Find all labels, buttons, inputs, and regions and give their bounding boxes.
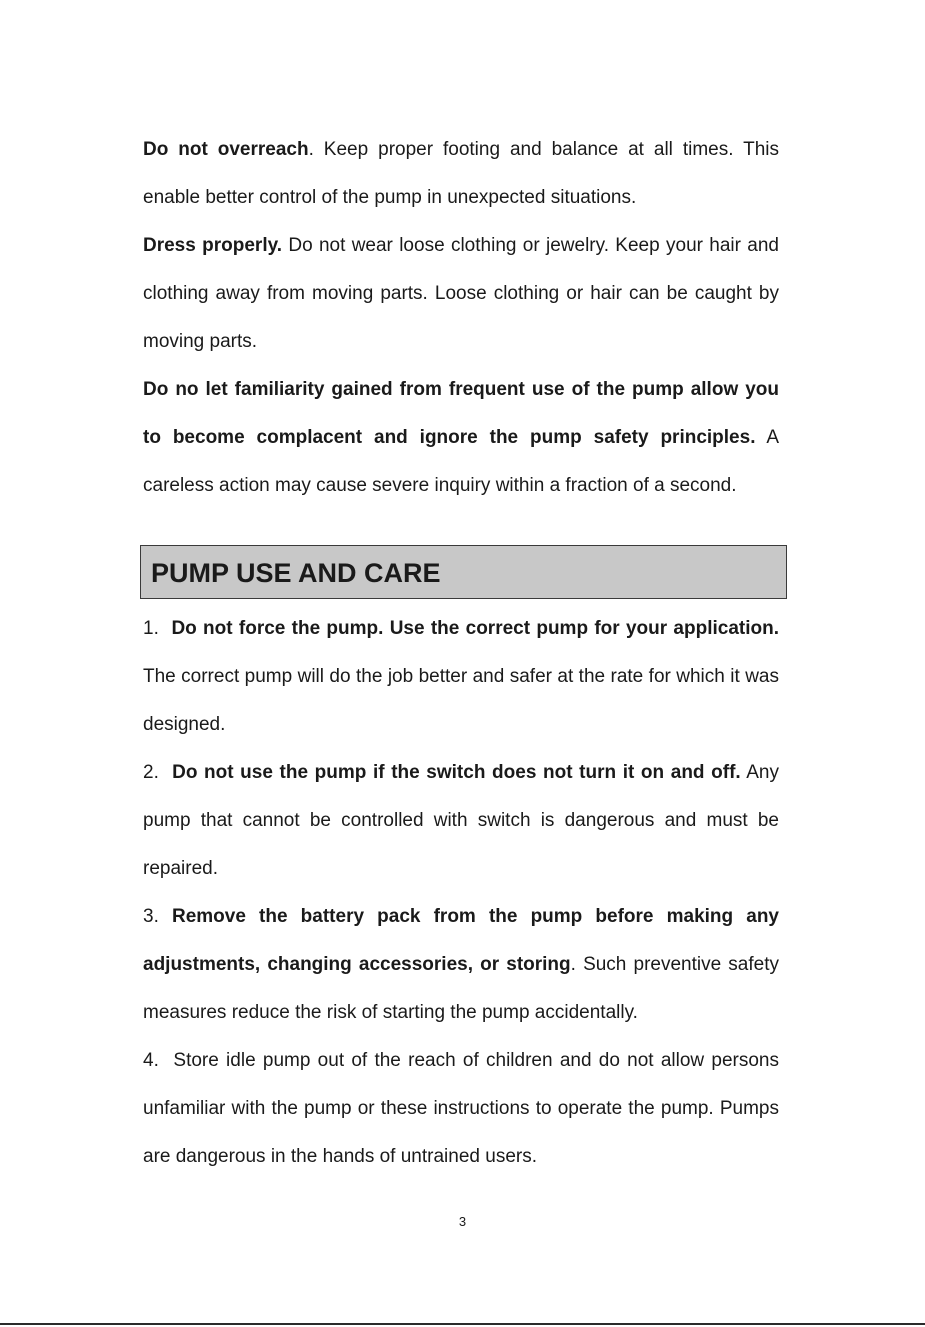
- safety-paragraphs: [143, 126, 779, 510]
- care-item-4: [143, 1037, 779, 1181]
- care-item-3-body: . Such preventive safety measures reduce the risk of starting the pump accidentally.: [143, 954, 779, 1023]
- care-item-2: [143, 749, 779, 893]
- section-header: [140, 545, 787, 599]
- care-item-3-lead: Remove the battery pack from the pump before making any adjustments, changing accessories, or storing: [143, 906, 780, 975]
- care-item-4-number: 4.: [143, 1050, 159, 1071]
- care-list: [143, 605, 779, 1181]
- paragraph-familiarity: [143, 366, 779, 510]
- care-item-1-body: The correct pump will do the job better and safer at the rate for which it was designed.: [143, 666, 779, 735]
- paragraph-overreach: [143, 126, 779, 222]
- care-item-2-body: Any pump that cannot be controlled with switch is dangerous and must be repaired.: [143, 762, 779, 879]
- care-item-1-lead: Do not force the pump. Use the correct pump for your application.: [171, 618, 779, 639]
- care-item-1-number: 1.: [143, 618, 159, 639]
- paragraph-dress-body: Do not wear loose clothing or jewelry. Keep your hair and clothing away from moving parts. Loose clothing or hair can be caught by moving parts.: [143, 235, 779, 352]
- paragraph-familiarity-body: A careless action may cause severe inquiry within a fraction of a second.: [143, 427, 780, 496]
- paragraph-overreach-body: . Keep proper footing and balance at all times. This enable better control of the pump in unexpected situations.: [143, 139, 780, 208]
- paragraph-overreach-lead: Do not overreach: [143, 139, 309, 160]
- care-item-1: [143, 605, 779, 749]
- paragraph-familiarity-lead: Do no let familiarity gained from frequent use of the pump allow you to become complacent and ignore the pump safety principles.: [143, 379, 779, 448]
- paragraph-dress: [143, 222, 779, 366]
- care-item-2-number: 2.: [143, 762, 159, 783]
- care-item-2-lead: Do not use the pump if the switch does not turn it on and off.: [172, 762, 741, 783]
- section-title: PUMP USE AND CARE: [151, 558, 441, 588]
- care-item-3: [143, 893, 779, 1037]
- paragraph-dress-lead: Dress properly.: [143, 235, 283, 256]
- care-item-3-number: 3.: [143, 906, 159, 927]
- care-item-4-body: Store idle pump out of the reach of children and do not allow persons unfamiliar with the pump or these instructions to operate the pump. Pumps are dangerous in the hands of untrained users.: [143, 1050, 779, 1167]
- bottom-divider: [0, 1323, 925, 1325]
- page-number: 3: [458, 1214, 467, 1229]
